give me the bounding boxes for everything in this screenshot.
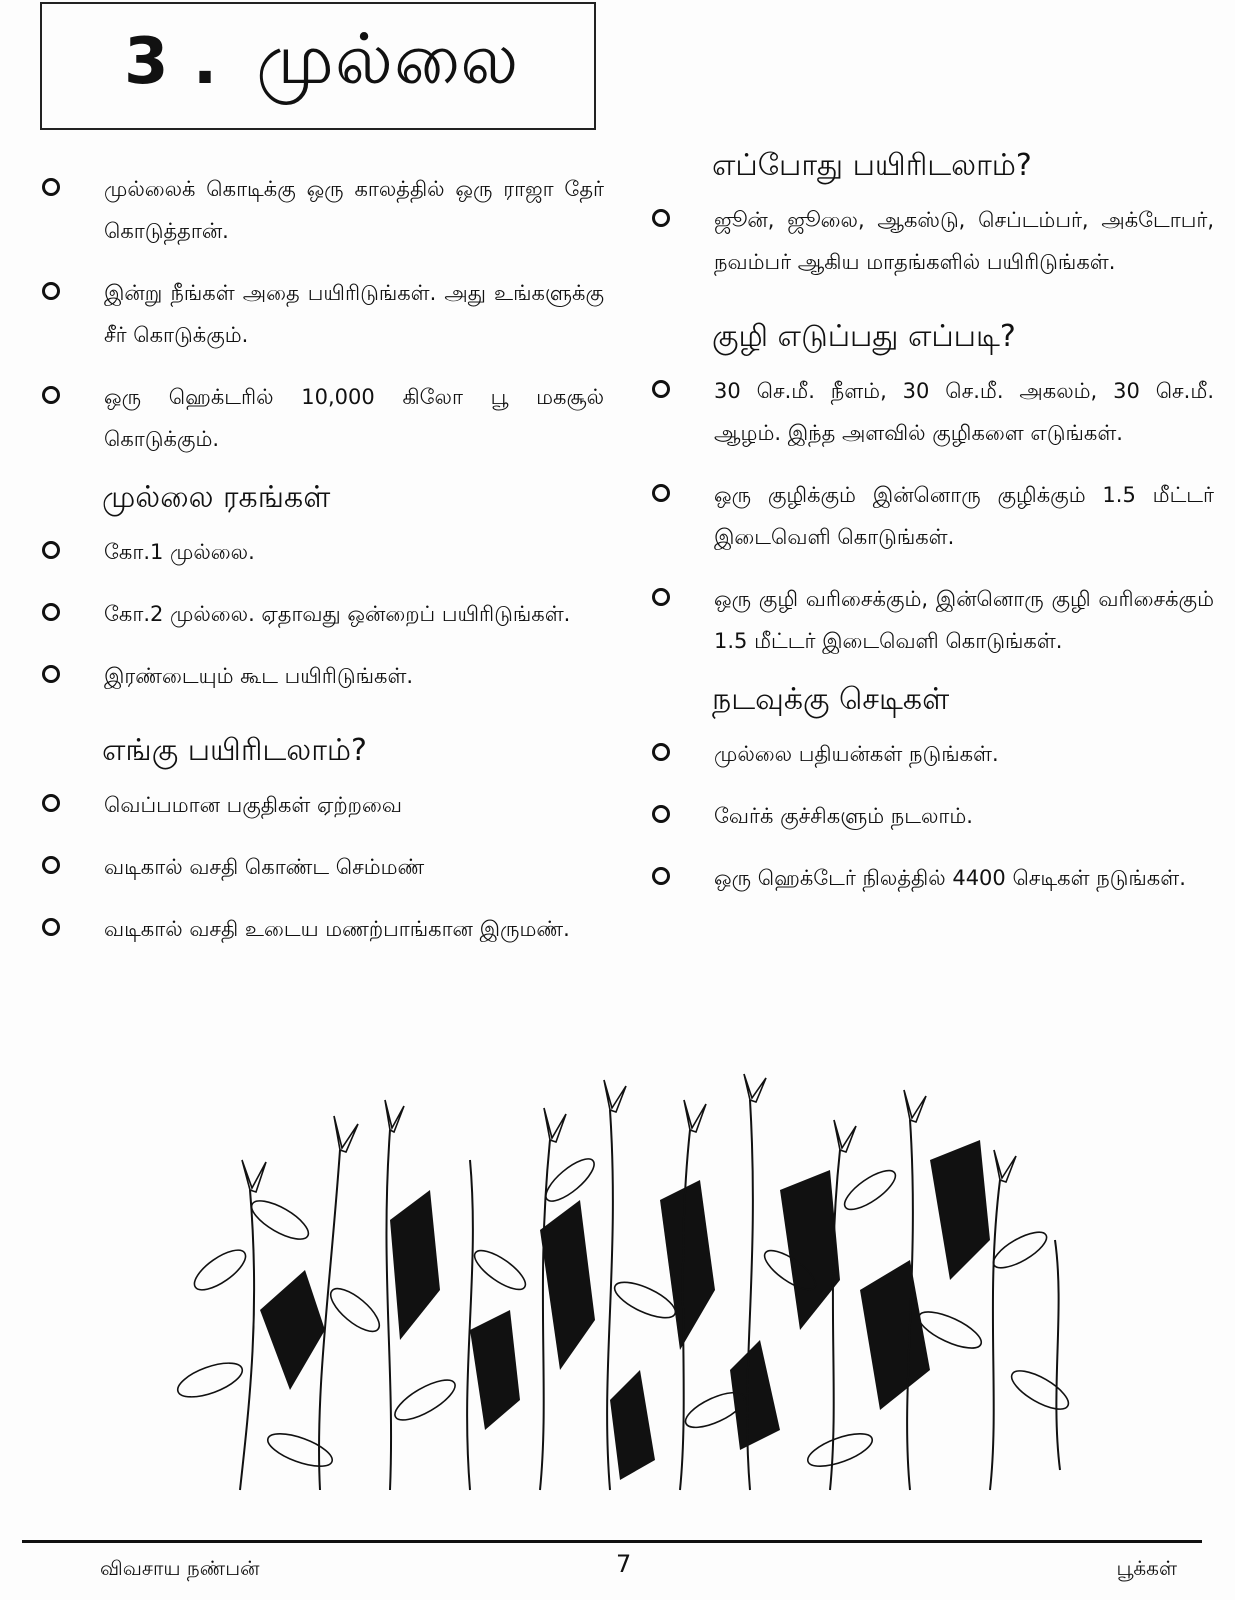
chapter-number: 3 . [124,25,219,99]
bullet-icon [42,918,60,936]
list-item: வேர்க் குச்சிகளும் நடலாம். [646,795,1214,837]
bullet-icon [652,380,670,398]
bullet-icon [652,805,670,823]
varieties-heading: முல்லை ரகங்கள் [102,480,331,515]
list-item: ஜூன், ஜூலை, ஆகஸ்டு, செப்டம்பர், அக்டோபர், நவம்பர் ஆகிய மாதங்களில் பயிரிடுங்கள். [646,199,1214,283]
when-heading: எப்போது பயிரிடலாம்? [712,148,1032,183]
page-number: 7 [616,1550,632,1578]
list-item: முல்லை பதியன்கள் நடுங்கள். [646,733,1214,775]
list-item: ஒரு ஹெக்டேர் நிலத்தில் 4400 செடிகள் நடுங்கள். [646,857,1214,899]
bullet-icon [652,867,670,885]
list-item: வெப்பமான பகுதிகள் ஏற்றவை [36,784,604,826]
chapter-name: முல்லை [256,18,520,100]
bullet-icon [42,603,60,621]
list-item: வடிகால் வசதி உடைய மணற்பாங்கான இருமண். [36,908,604,950]
bullet-icon [652,588,670,606]
list-item: வடிகால் வசதி கொண்ட செம்மண் [36,846,604,888]
list-item: 30 செ.மீ. நீளம், 30 செ.மீ. அகலம், 30 செ.மீ. ஆழம். இந்த அளவில் குழிகளை எடுங்கள். [646,370,1214,454]
bullet-icon [652,484,670,502]
bullet-icon [42,541,60,559]
list-item: இன்று நீங்கள் அதை பயிரிடுங்கள். அது உங்களுக்கு சீர் கொடுக்கும். [36,272,604,356]
bullet-icon [42,856,60,874]
plant-heading: நடவுக்கு செடிகள் [712,682,950,717]
bullet-icon [42,794,60,812]
where-heading: எங்கு பயிரிடலாம்? [102,733,367,768]
pit-heading: குழி எடுப்பது எப்படி? [712,319,1016,354]
page-title [124,18,519,109]
list-item: ஒரு குழி வரிசைக்கும், இன்னொரு குழி வரிசைக்கும் 1.5 மீட்டர் இடைவெளி கொடுங்கள். [646,578,1214,662]
footer-section: பூக்கள் [1116,1556,1177,1580]
list-item: ஒரு ஹெக்டரில் 10,000 கிலோ பூ மகசூல் கொடுக்கும். [36,376,604,460]
bullet-icon [652,743,670,761]
bullet-icon [42,178,60,196]
list-item: முல்லைக் கொடிக்கு ஒரு காலத்தில் ஒரு ராஜா தேர் கொடுத்தான். [36,168,604,252]
footer-rule [22,1540,1202,1543]
bullet-icon [42,665,60,683]
bullet-icon [42,282,60,300]
footer-publication: விவசாய நண்பன் [100,1556,260,1580]
left-column [36,168,604,970]
bullet-icon [42,386,60,404]
list-item: கோ.2 முல்லை. ஏதாவது ஒன்றைப் பயிரிடுங்கள். [36,593,604,635]
title-box [40,2,596,130]
list-item: ஒரு குழிக்கும் இன்னொரு குழிக்கும் 1.5 மீட்டர் இடைவெளி கொடுங்கள். [646,474,1214,558]
right-column [646,148,1214,919]
bullet-icon [652,209,670,227]
list-item: இரண்டையும் கூட பயிரிடுங்கள். [36,655,604,697]
list-item: கோ.1 முல்லை. [36,531,604,573]
jasmine-plant-illustration [140,1070,1100,1500]
